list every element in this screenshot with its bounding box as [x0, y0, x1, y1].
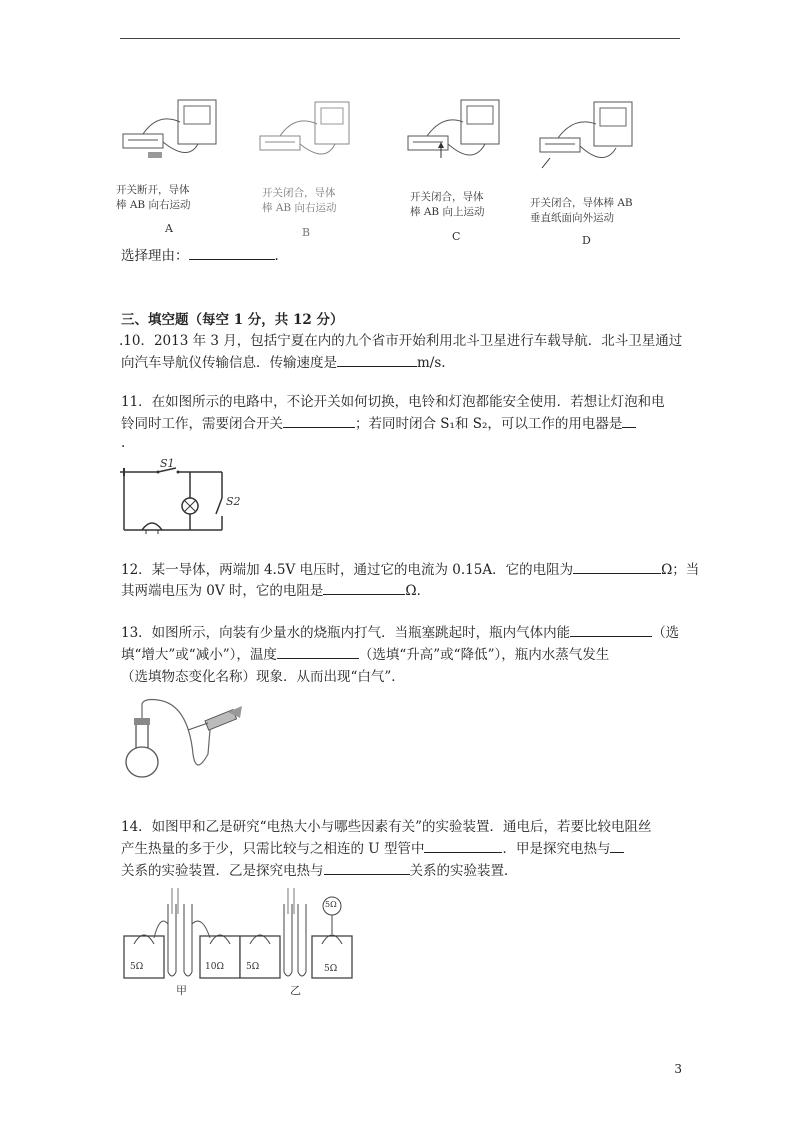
- q11-line2: [121, 413, 636, 435]
- q13-line2: [121, 644, 609, 666]
- q13-flask-figure: [118, 694, 248, 782]
- q12-line2-suffix: Ω．: [405, 583, 431, 599]
- q14-utube-blank[interactable]: [424, 838, 502, 853]
- q9-panel-a-figure: [118, 92, 228, 174]
- q14-jia-apparatus: [120, 884, 240, 994]
- q9-d-caption-1: 开关闭合，导体棒 AB: [530, 197, 633, 209]
- q9-c-caption-2: 棒 AB 向上运动: [410, 206, 485, 218]
- q9-b-caption-1: 开关闭合，导体: [262, 187, 336, 199]
- q14-jia-blank[interactable]: [610, 838, 624, 853]
- q12-line2: [121, 580, 430, 602]
- q14-line3-suffix: 关系的实验装置．: [409, 863, 518, 879]
- q12-resistance-blank-2[interactable]: [323, 580, 405, 595]
- q11-s1-label: S1: [160, 457, 175, 470]
- q9-c-caption-1: 开关闭合，导体: [410, 191, 484, 203]
- q9-b-letter: B: [302, 226, 311, 239]
- q13-line1: [121, 622, 679, 644]
- q13-temp-blank[interactable]: [277, 644, 359, 659]
- q14-yi-r3: 5Ω: [325, 900, 337, 909]
- q9-d-letter: D: [582, 234, 591, 247]
- q12-line1: [121, 559, 699, 581]
- q11-s2-label: S2: [226, 495, 241, 508]
- q13-line2-suffix: （选填“升高”或“降低”），瓶内水蒸气发生: [358, 647, 610, 663]
- q14-line3-prefix: 关系的实验装置．乙是探究电热与: [121, 863, 324, 879]
- q10-line2: [121, 352, 446, 374]
- q9-reason-prefix: 选择理由：: [121, 248, 189, 264]
- q10-line2-prefix: 向汽车导航仪传输信息．传输速度是: [121, 355, 337, 371]
- q14-line2-prefix: 产生热量的多于少，只需比较与之相连的 U 型管中: [121, 841, 425, 857]
- q9-panel-b-figure: [255, 98, 365, 180]
- q12-resistance-blank-1[interactable]: [573, 559, 661, 574]
- q10-line1: .10．2013 年 3 月，包括宁夏在内的九个省市开始利用北斗卫星进行车载导航．北斗卫星通过: [119, 333, 683, 349]
- section3-heading: 三、填空题（每空 1 分，共 12 分）: [121, 312, 344, 328]
- page-number: 3: [674, 1062, 682, 1076]
- q9-c-letter: C: [452, 230, 461, 243]
- header-rule: [120, 38, 680, 39]
- q13-line1-suffix: （选: [652, 625, 680, 641]
- q10-speed-blank[interactable]: [337, 352, 417, 367]
- q14-yi-r1: 5Ω: [246, 962, 260, 972]
- q13-energy-blank[interactable]: [570, 622, 652, 637]
- q14-line2: [121, 838, 624, 860]
- q14-line1: 14．如图甲和乙是研究“电热大小与哪些因素有关”的实验装置．通电后，若要比较电阻丝: [121, 819, 652, 835]
- q12-line1-prefix: 12．某一导体，两端加 4.5V 电压时，通过它的电流为 0.15A．它的电阻为: [121, 562, 574, 578]
- q9-a-letter: A: [165, 222, 173, 235]
- q13-line3: （选填物态变化名称）现象．从而出现“白气”．: [121, 669, 405, 685]
- q13-line1-prefix: 13．如图所示，向装有少量水的烧瓶内打气．当瓶塞跳起时，瓶内气体内能: [121, 625, 571, 641]
- q9-d-caption-2: 垂直纸面向外运动: [530, 212, 614, 224]
- q13-line2-prefix: 填“增大”或“减小”），温度: [121, 647, 277, 663]
- q9-reason-line: [121, 245, 279, 267]
- q12-line1-suffix: Ω；当: [661, 562, 700, 578]
- q9-reason-blank[interactable]: [189, 245, 275, 260]
- q14-yi-label: 乙: [290, 984, 301, 997]
- q11-line2-prefix: 铃同时工作，需要闭合开关: [121, 416, 283, 432]
- q14-line3: [121, 860, 518, 882]
- q9-a-caption-1: 开关断开，导体: [116, 184, 190, 196]
- q11-line1: 11．在如图所示的电路中，不论开关如何切换，电铃和灯泡都能安全使用．若想让灯泡和电: [121, 394, 665, 410]
- q14-jia-label: 甲: [176, 984, 187, 997]
- q10-line2-suffix: m/s.: [417, 355, 446, 371]
- q11-device-blank[interactable]: [622, 413, 636, 428]
- q14-jia-r1: 5Ω: [130, 962, 144, 972]
- q9-panel-d-figure: [528, 98, 648, 180]
- q12-line2-prefix: 其两端电压为 0V 时，它的电阻是: [121, 583, 324, 599]
- q11-line2-mid: ；若同时闭合 S₁和 S₂，可以工作的用电器是: [355, 416, 623, 432]
- q11-line3: .: [121, 435, 126, 451]
- q14-yi-r2: 5Ω: [324, 964, 338, 974]
- q9-a-caption-2: 棒 AB 向右运动: [116, 199, 191, 211]
- q14-jia-r2: 10Ω: [205, 962, 224, 972]
- q14-yi-apparatus: [236, 884, 356, 994]
- q14-yi-blank[interactable]: [324, 860, 410, 875]
- q9-reason-suffix: .: [274, 248, 279, 264]
- q9-panel-c-figure: [405, 94, 515, 176]
- q9-b-caption-2: 棒 AB 向右运动: [262, 202, 337, 214]
- q11-switch-blank[interactable]: [283, 413, 355, 428]
- q14-line2-suffix: ．甲是探究电热与: [502, 841, 611, 857]
